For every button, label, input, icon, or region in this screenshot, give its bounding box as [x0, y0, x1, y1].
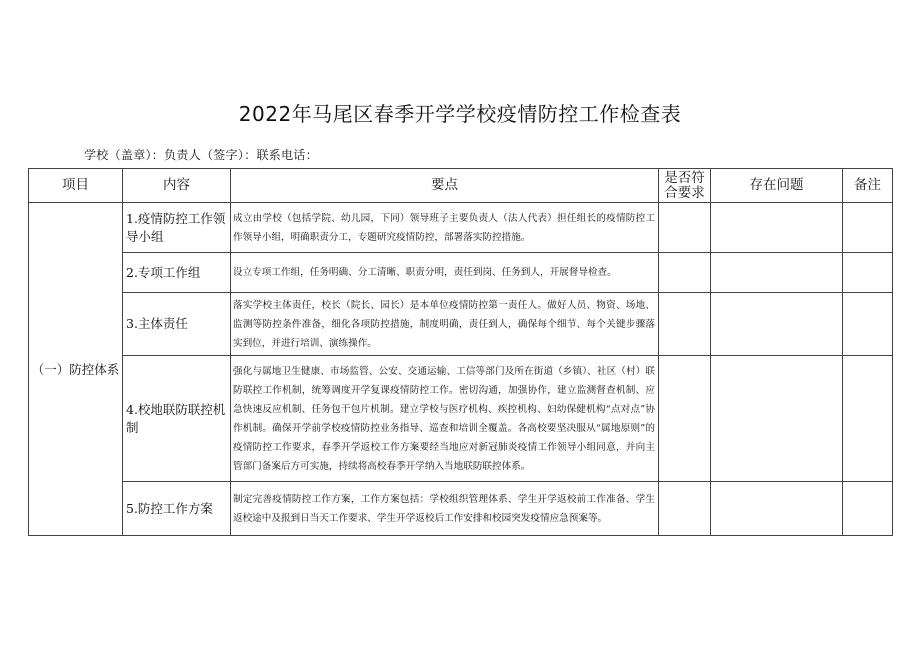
issues-cell[interactable] [711, 253, 843, 293]
point-cell: 设立专项工作组，任务明确、分工清晰、职责分明，责任到岗、任务到人，开展督导检查。 [231, 253, 659, 293]
point-cell: 落实学校主体责任，校长（院长、园长）是本单位疫情防控第一责任人。做好人员、物资、场地、监测等防控条件准备，细化各项防控措施，制度明确，责任到人，确保每个细节、每个关键步骤落实到位，并进行培训、演练操作。 [231, 293, 659, 356]
header-project: 项目 [29, 169, 123, 203]
header-compliance: 是否符合要求 [659, 169, 711, 203]
issues-cell[interactable] [711, 356, 843, 482]
remarks-cell[interactable] [843, 203, 893, 253]
remarks-cell[interactable] [843, 356, 893, 482]
content-cell: 3.主体责任 [123, 293, 231, 356]
table-header-row [29, 169, 893, 203]
table-row [29, 293, 893, 356]
table-row [29, 253, 893, 293]
table-row [29, 203, 893, 253]
remarks-cell[interactable] [843, 482, 893, 536]
page-title: 2022年马尾区春季开学学校疫情防控工作检查表 [238, 102, 682, 126]
compliance-cell[interactable] [659, 203, 711, 253]
remarks-cell[interactable] [843, 253, 893, 293]
point-cell: 制定完善疫情防控工作方案，工作方案包括：学校组织管理体系、学生开学返校前工作准备、学生返校途中及报到日当天工作要求、学生开学返校后工作安排和校园突发疫情应急预案等。 [231, 482, 659, 536]
inspection-table [28, 168, 893, 536]
header-content: 内容 [123, 169, 231, 203]
table-row [29, 482, 893, 536]
header-remarks: 备注 [843, 169, 893, 203]
school-info-line: 学校（盖章）：负责人（签字）：联系电话： [84, 148, 319, 162]
table-row [29, 356, 893, 482]
content-cell: 4.校地联防联控机制 [123, 356, 231, 482]
compliance-cell[interactable] [659, 293, 711, 356]
content-cell: 5.防控工作方案 [123, 482, 231, 536]
issues-cell[interactable] [711, 293, 843, 356]
compliance-cell[interactable] [659, 253, 711, 293]
issues-cell[interactable] [711, 482, 843, 536]
content-cell: 1.疫情防控工作领导小组 [123, 203, 231, 253]
compliance-cell[interactable] [659, 356, 711, 482]
issues-cell[interactable] [711, 203, 843, 253]
point-cell: 强化与属地卫生健康、市场监管、公安、交通运输、工信等部门及所在街道（乡镇）、社区（村）联防联控工作机制，统筹调度开学复课疫情防控工作。密切沟通，加强协作，建立监测督查机制、应急快速反应机制、任务包干包片机制。建立学校与医疗机构、疾控机构、妇幼保健机构“点对点”协作机制。确保开学前学校疫情防控业务指导、巡查和培训全覆盖。各高校要坚决服从“属地原则”的疫情防控工作要求，春季开学返校工作方案要经当地应对新冠肺炎疫情工作领导小组同意，并向主管部门备案后方可实施，持续将高校春季开学纳入当地联防联控体系。 [231, 356, 659, 482]
point-cell: 成立由学校（包括学院、幼儿园，下同）领导班子主要负责人（法人代表）担任组长的疫情防控工作领导小组，明确职责分工，专题研究疫情防控，部署落实防控措施。 [231, 203, 659, 253]
content-cell: 2.专项工作组 [123, 253, 231, 293]
header-issues: 存在问题 [711, 169, 843, 203]
compliance-cell[interactable] [659, 482, 711, 536]
remarks-cell[interactable] [843, 293, 893, 356]
group-label: （一）防控体系 [29, 203, 123, 536]
header-points: 要点 [231, 169, 659, 203]
